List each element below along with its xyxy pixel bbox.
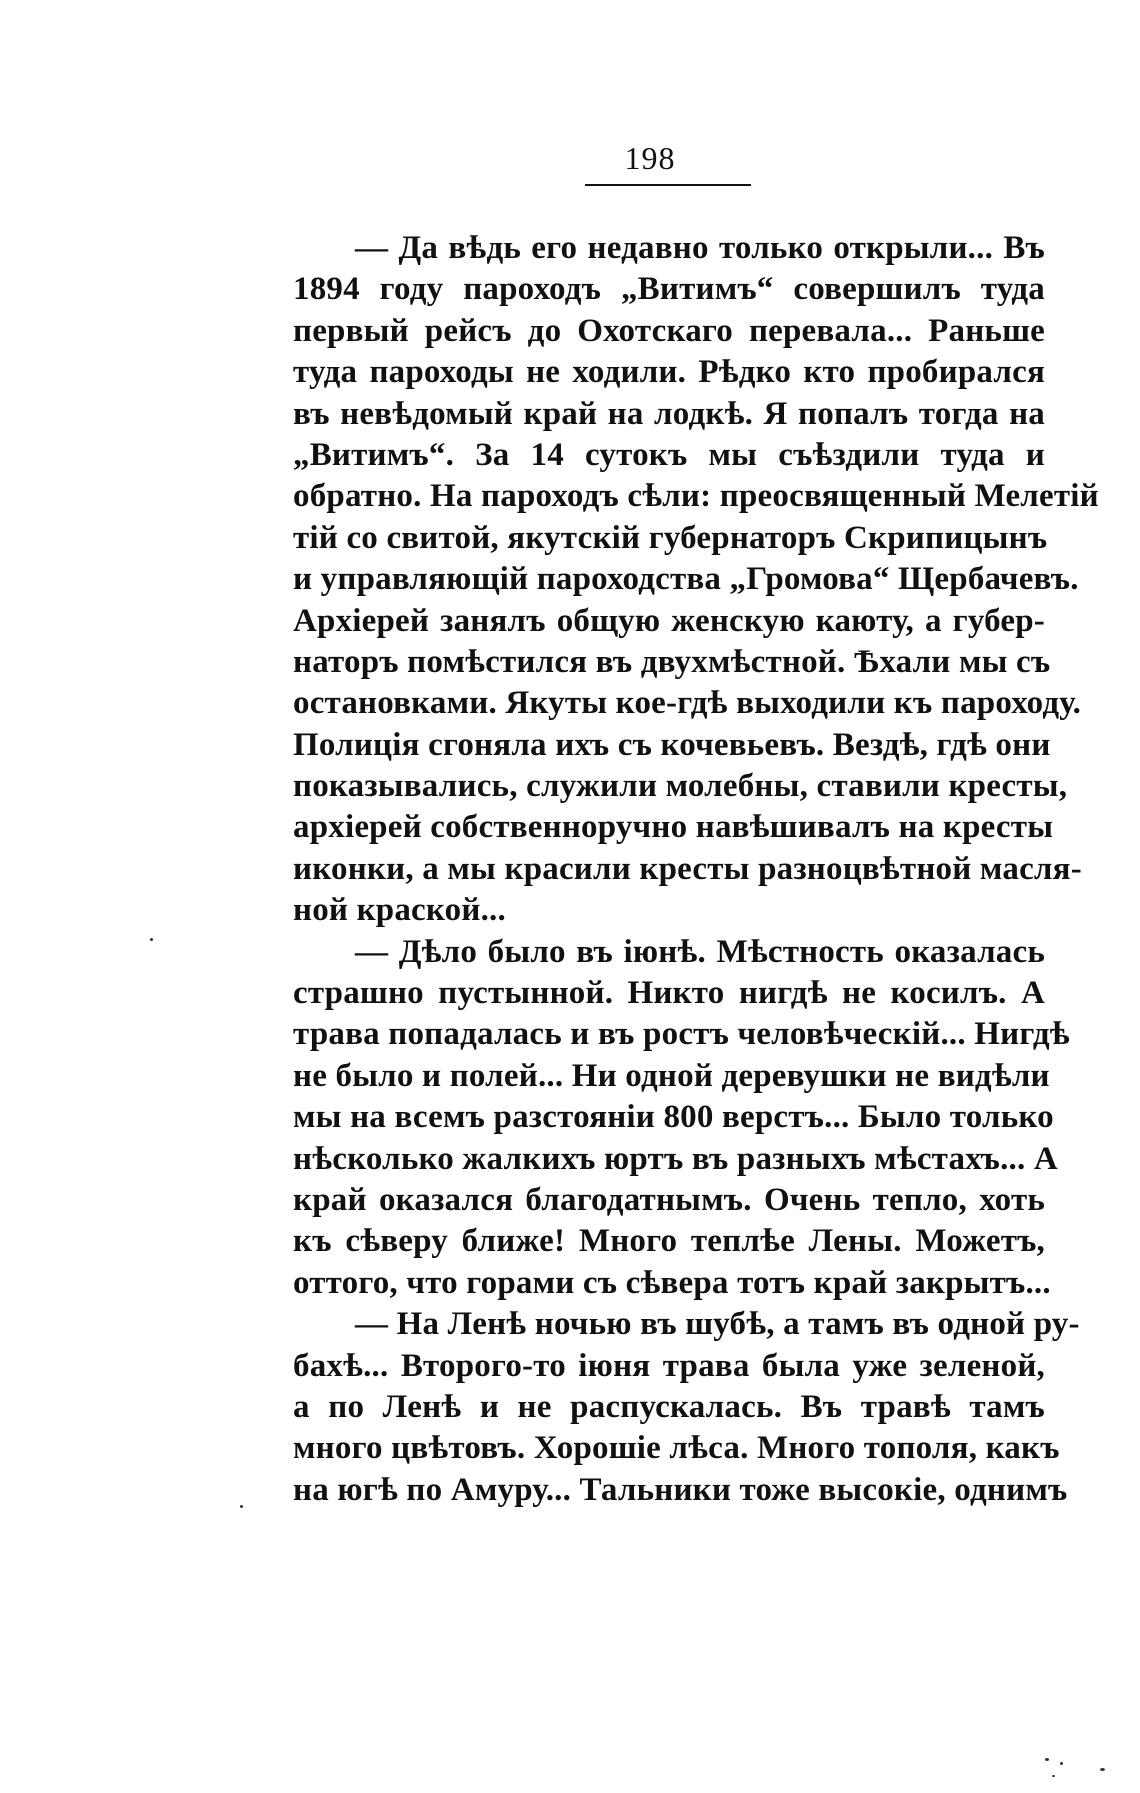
text-line: а по Ленѣ и не распускалась. Въ травѣ тамъ xyxy=(293,1388,1045,1425)
text-line: остановками. Якуты кое-гдѣ выходили къ пароходу. xyxy=(293,685,1082,722)
text-line: и управляющій пароходства „Громова“ Щербачевъ. xyxy=(293,561,1079,598)
body-text xyxy=(293,228,1099,1511)
text-line: оттого, что горами съ сѣвера тотъ край закрытъ... xyxy=(293,1264,1051,1301)
text-line: туда пароходы не ходили. Рѣдко кто пробирался xyxy=(293,354,1045,391)
text-line: — Дѣло было въ іюнѣ. Мѣстность оказалась xyxy=(355,933,1045,970)
text-line: показывались, служили молебны, ставили кресты, xyxy=(293,768,1068,805)
text-line: 1894 году пароходъ „Витимъ“ совершилъ туда xyxy=(293,271,1045,308)
text-line: много цвѣтовъ. Хорошіе лѣса. Много тополя, какъ xyxy=(293,1430,1060,1467)
text-line: бахѣ... Второго-то іюня трава была уже зеленой, xyxy=(293,1347,1045,1384)
text-line: край оказался благодатнымъ. Очень тепло, хоть xyxy=(293,1181,1045,1218)
scan-speck xyxy=(240,1505,243,1508)
scan-speck xyxy=(1052,1775,1055,1777)
text-line: Архіерей занялъ общую женскую каюту, а губер- xyxy=(293,602,1045,639)
text-line: ной краской... xyxy=(293,892,506,929)
text-line: нѣсколько жалкихъ юртъ въ разныхъ мѣстахъ... А xyxy=(293,1140,1058,1177)
text-line: тій со свитой, якутскій губернаторъ Скрипицынъ xyxy=(293,519,1048,556)
text-line: на югѣ по Амуру... Тальники тоже высокіе, однимъ xyxy=(293,1471,1068,1508)
scan-speck xyxy=(150,938,153,941)
text-line: — На Ленѣ ночью въ шубѣ, а тамъ въ одной ру- xyxy=(355,1306,1080,1343)
text-line: къ сѣверу ближе! Много теплѣе Лены. Можетъ, xyxy=(293,1223,1045,1260)
scan-speck xyxy=(1100,1768,1105,1771)
text-line: не было и полей... Ни одной деревушки не видѣли xyxy=(293,1057,1050,1094)
text-line: въ невѣдомый край на лодкѣ. Я попалъ тогда на xyxy=(293,395,1045,432)
text-line: архіерей собственноручно навѣшивалъ на кресты xyxy=(293,809,1054,846)
text-line: первый рейсъ до Охотскаго перевала... Раньше xyxy=(293,312,1045,349)
scan-speck xyxy=(1060,1762,1063,1765)
text-line: мы на всемъ разстояніи 800 верстъ... Было только xyxy=(293,1099,1054,1136)
text-line: Полиція сгоняла ихъ съ кочевьевъ. Вездѣ, гдѣ они xyxy=(293,726,1051,763)
header-rule xyxy=(585,184,751,186)
text-line: иконки, а мы красили кресты разноцвѣтной масля- xyxy=(293,850,1082,887)
text-line: наторъ помѣстился въ двухмѣстной. Ѣхали мы съ xyxy=(293,643,1051,680)
text-line: „Витимъ“. За 14 сутокъ мы съѣздили туда и xyxy=(293,436,1045,473)
text-line: трава попадалась и въ ростъ человѣческій... Нигдѣ xyxy=(293,1016,1070,1053)
text-line: обратно. На пароходъ сѣли: преосвященный Мелетій xyxy=(293,478,1099,515)
text-line: страшно пустынной. Никто нигдѣ не косилъ. А xyxy=(293,975,1045,1012)
page-number: 198 xyxy=(624,140,676,176)
text-line: — Да вѣдь его недавно только открыли... Въ xyxy=(355,230,1045,266)
scan-speck xyxy=(1045,1758,1049,1761)
